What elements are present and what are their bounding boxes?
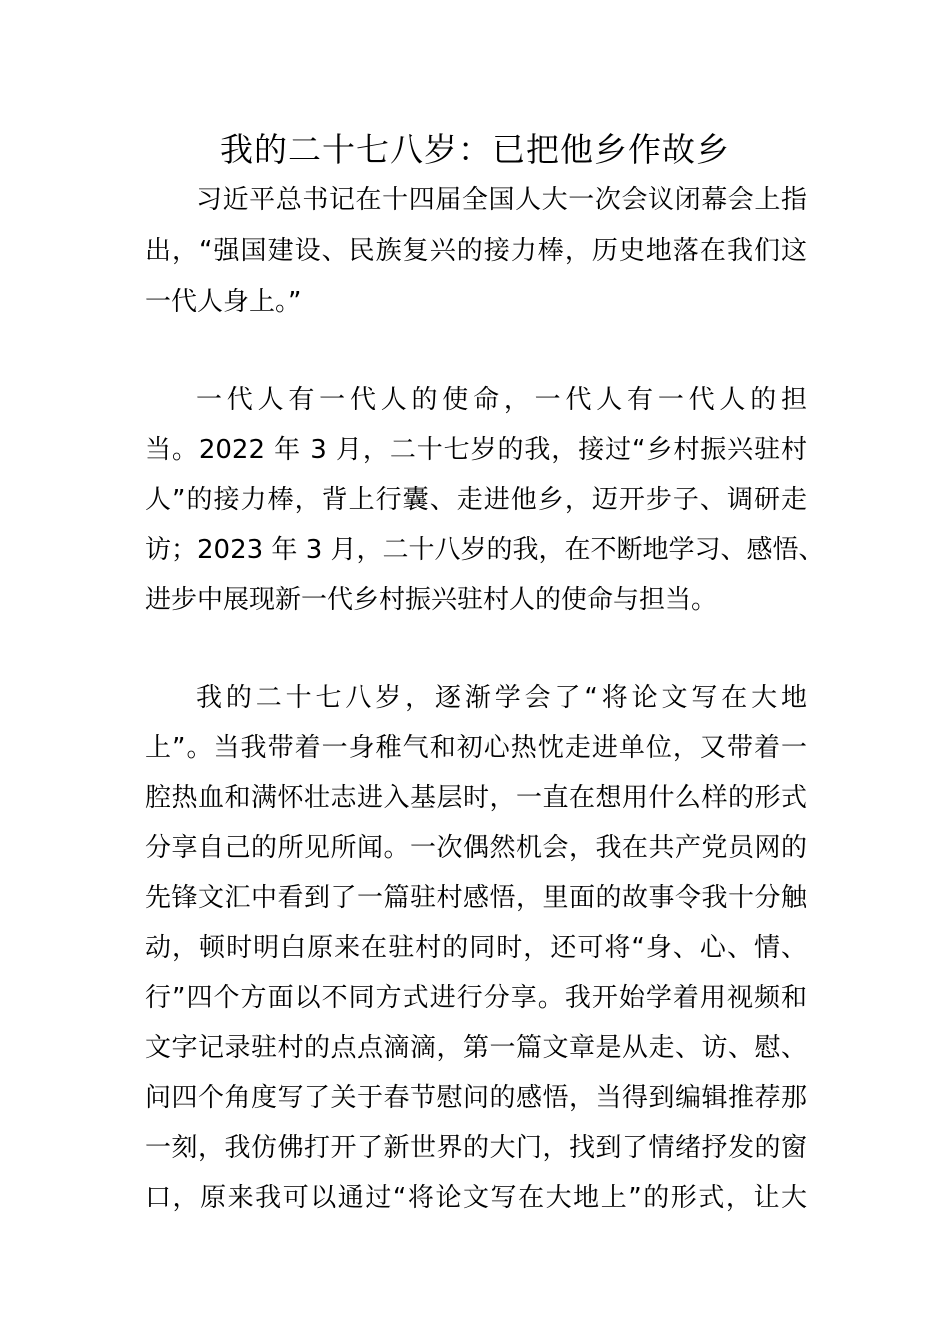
paragraph-3-line-5: 先锋文汇中看到了一篇驻村感悟，里面的故事令我十分触 xyxy=(145,883,807,913)
paragraph-3-line-2: 上”。当我带着一身稚气和初心热忱走进单位，又带着一 xyxy=(145,733,807,763)
paragraph-3-line-3: 腔热血和满怀壮志进入基层时，一直在想用什么样的形式 xyxy=(145,783,807,813)
paragraph-2-line-5: 进步中展现新一代乡村振兴驻村人的使命与担当。 xyxy=(145,585,718,615)
paragraph-2-line-2: 当。2022 年 3 月，二十七岁的我，接过“乡村振兴驻村 xyxy=(145,435,807,465)
paragraph-3-line-9: 问四个角度写了关于春节慰问的感悟，当得到编辑推荐那 xyxy=(145,1083,807,1113)
page-title: 我的二十七八岁：已把他乡作故乡 xyxy=(220,130,730,169)
paragraph-1-line-2: 出，“强国建设、民族复兴的接力棒，历史地落在我们这 xyxy=(145,236,807,266)
paragraph-2-line-3: 人”的接力棒，背上行囊、走进他乡，迈开步子、调研走 xyxy=(145,485,807,515)
paragraph-3-line-11: 口，原来我可以通过“将论文写在大地上”的形式，让大 xyxy=(145,1183,807,1213)
paragraph-3-line-1: 我的二十七八岁，逐渐学会了“将论文写在大地 xyxy=(196,683,807,713)
paragraph-2-line-1: 一代人有一代人的使命，一代人有一代人的担 xyxy=(196,385,807,415)
paragraph-3-line-10: 一刻，我仿佛打开了新世界的大门，找到了情绪抒发的窗 xyxy=(145,1133,807,1163)
paragraph-3-line-7: 行”四个方面以不同方式进行分享。我开始学着用视频和 xyxy=(145,983,807,1013)
paragraph-3-line-4: 分享自己的所见所闻。一次偶然机会，我在共产党员网的 xyxy=(145,833,807,863)
paragraph-2-line-4: 访；2023 年 3 月，二十八岁的我，在不断地学习、感悟、 xyxy=(145,535,825,565)
paragraph-1-line-3: 一代人身上。” xyxy=(145,287,302,317)
paragraph-3-line-6: 动，顿时明白原来在驻村的同时，还可将“身、心、情、 xyxy=(145,933,807,963)
paragraph-3-line-8: 文字记录驻村的点点滴滴，第一篇文章是从走、访、慰、 xyxy=(145,1033,807,1063)
paragraph-1-line-1: 习近平总书记在十四届全国人大一次会议闭幕会上指 xyxy=(196,185,807,215)
